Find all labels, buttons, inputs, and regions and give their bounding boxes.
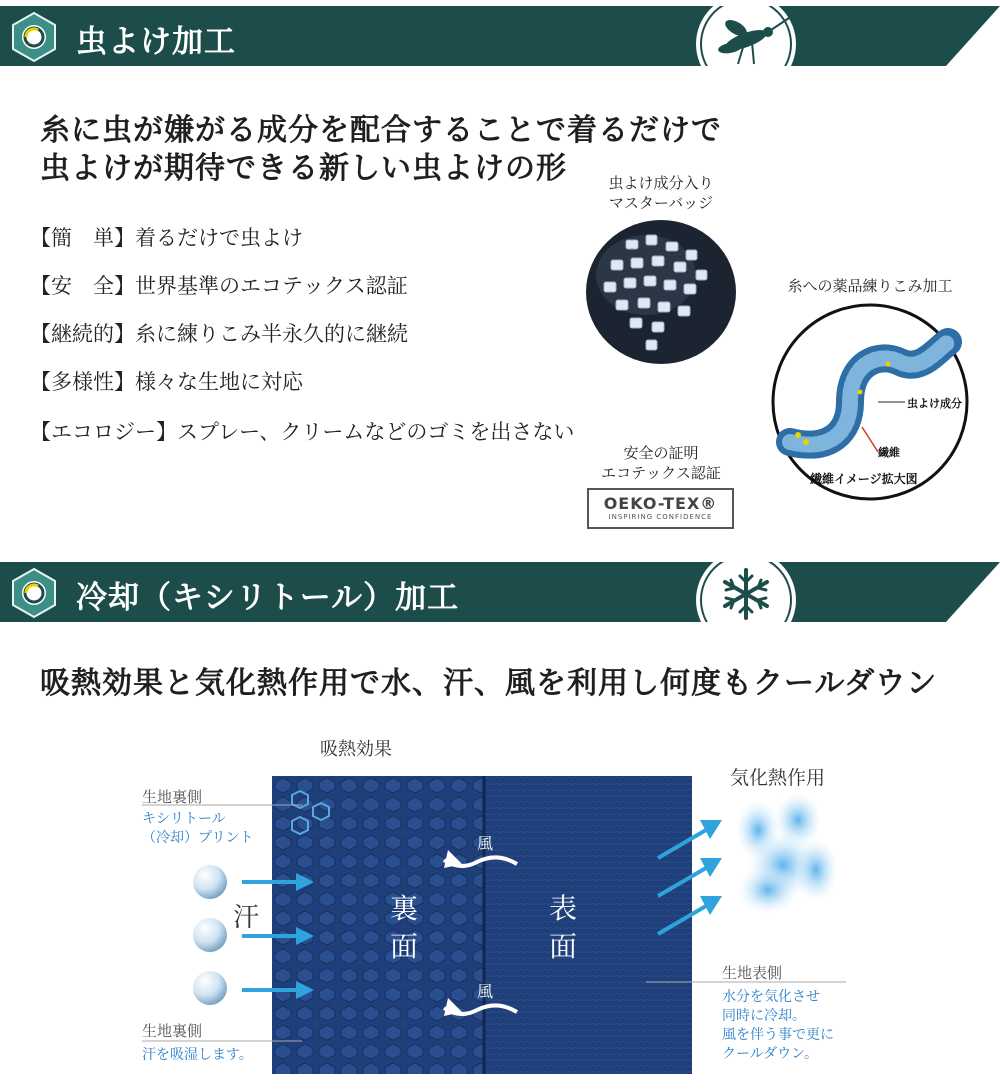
absorb-arrows <box>240 866 320 1006</box>
leader-line-right <box>646 981 846 984</box>
evaporation-label: 気化熱作用 <box>730 767 826 789</box>
section1-headline-line2: 虫よけが期待できる新しい虫よけの形 <box>40 151 567 186</box>
cert-caption-line2: エコテックス認証 <box>601 464 721 482</box>
xylitol-print-line2: （冷却）プリント <box>142 830 254 846</box>
feature-item-lasting: 【継続的】糸に練りこみ半永久的に継続 <box>30 322 408 346</box>
absorb-desc: 汗を吸湿します。 <box>142 1047 253 1063</box>
front-desc <box>722 988 834 1064</box>
feature-item-simple: 【簡 単】着るだけで虫よけ <box>30 226 303 250</box>
back-face-label-line1: 裏 <box>389 892 418 925</box>
front-desc-line1: 水分を気化させ <box>722 989 820 1005</box>
sweat-label: 汗 <box>233 903 260 933</box>
front-side-label: 生地表側 <box>722 964 783 982</box>
cert-caption <box>586 443 736 483</box>
section2-title: 冷却（キシリトール）加工 <box>76 580 460 616</box>
fiber-label-zoom: 繊維イメージ拡大図 <box>810 472 918 486</box>
droplet-icon <box>193 918 227 952</box>
droplet-icon <box>193 865 227 899</box>
sweat-droplets <box>190 862 230 1012</box>
vapor-cloud-icon <box>728 790 842 920</box>
section2-header <box>0 562 1000 622</box>
droplet-icon <box>193 971 227 1005</box>
back-side-bottom-label: 生地裏側 <box>142 1022 203 1040</box>
oekotex-logo-sub: INSPIRING CONFIDENCE <box>608 513 713 521</box>
feature-item-ecology: 【エコロジー】スプレー、クリームなどのゴミを出さない <box>30 420 575 444</box>
evaporation-arrows <box>652 812 732 942</box>
wind-label-bottom: 風 <box>477 982 494 1001</box>
section2-headline: 吸熱効果と気化熱作用で水、汗、風を利用し何度もクールダウン <box>40 666 938 701</box>
front-face-label-line1: 表 <box>548 892 577 925</box>
mosquito-icon <box>694 6 804 66</box>
leader-line-bottom <box>142 1040 302 1043</box>
fiber-label-agent: 虫よけ成分 <box>907 397 962 410</box>
oekotex-logo <box>587 488 734 529</box>
snowflake-icon <box>694 562 804 622</box>
masterbatch-pellets-image <box>586 220 736 364</box>
section1-headline-line1: 糸に虫が嫌がる成分を配合することで着るだけで <box>40 113 722 148</box>
back-face-label-line2: 面 <box>389 930 418 963</box>
masterbatch-caption-line1: 虫よけ成分入り <box>608 174 714 192</box>
xylitol-print-label <box>142 810 253 848</box>
oekotex-logo-main: OEKO-TEX® <box>603 494 718 513</box>
fiber-label-fiber: 繊維 <box>878 446 900 459</box>
wind-label-top: 風 <box>477 834 494 853</box>
feature-item-versatile: 【多様性】様々な生地に対応 <box>30 370 303 394</box>
hexagon-molecule-icon <box>288 789 336 837</box>
masterbatch-caption <box>586 173 736 213</box>
masterbatch-caption-line2: マスターバッジ <box>608 194 714 212</box>
xylitol-print-line1: キシリトール <box>142 811 226 827</box>
front-face-label-line2: 面 <box>548 930 577 963</box>
feature-item-safe: 【安 全】世界基準のエコテックス認証 <box>30 274 408 298</box>
back-side-top-label: 生地裏側 <box>142 788 203 806</box>
heat-absorb-label: 吸熱効果 <box>320 739 392 760</box>
fiber-caption: 糸への薬品練りこみ加工 <box>787 277 953 295</box>
front-desc-line3: 風を伴う事で更に <box>722 1027 834 1043</box>
hexagon-badge-icon <box>8 11 60 63</box>
cert-caption-line1: 安全の証明 <box>623 444 699 462</box>
section1-title: 虫よけ加工 <box>76 24 236 60</box>
back-face-label <box>384 890 424 966</box>
hexagon-badge-icon <box>8 567 60 619</box>
front-face-label <box>543 890 583 966</box>
leader-line-top <box>142 804 302 807</box>
section1-header <box>0 6 1000 66</box>
front-desc-line2: 同時に冷却。 <box>722 1008 806 1024</box>
front-desc-line4: クールダウン。 <box>722 1046 819 1062</box>
